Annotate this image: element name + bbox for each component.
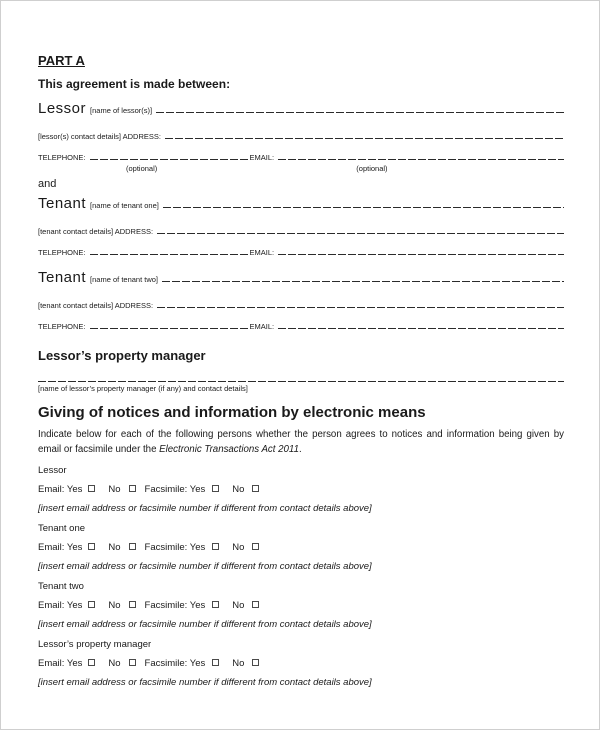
email-no-label: No <box>108 600 121 611</box>
property-manager-facsimile-no-checkbox[interactable] <box>252 659 259 666</box>
tenant-one-address-line[interactable] <box>157 230 564 234</box>
tenant-one-telephone-label: TELEPHONE: <box>38 248 86 257</box>
lessor-name-hint: [name of lessor(s)] <box>90 106 153 115</box>
tenant-two-name-row <box>38 269 564 287</box>
notices-person-lessor: Lessor <box>38 465 67 476</box>
email-yes-label: Email: Yes <box>38 658 83 669</box>
notices-intro-period: . <box>298 443 302 455</box>
tenant-one-name-line[interactable] <box>163 204 564 208</box>
facsimile-no-label: No <box>232 484 245 495</box>
facsimile-no-label: No <box>232 542 245 553</box>
tenant-two-telephone-row <box>38 322 564 333</box>
property-manager-details-line[interactable] <box>38 370 564 382</box>
tenant-two-email-label: EMAIL: <box>249 322 275 331</box>
tenant-two-label: Tenant <box>38 269 87 286</box>
lessor-optional-row <box>38 164 564 174</box>
act-name: Electronic Transactions Act 2011 <box>159 443 299 455</box>
lessor-address-line[interactable] <box>165 135 564 139</box>
tenant-one-name-hint: [name of tenant one] <box>90 201 159 210</box>
lessor-facsimile-no-checkbox[interactable] <box>252 485 259 492</box>
notices-intro-paragraph <box>38 428 564 457</box>
property-manager-notices-checkbox-row <box>38 658 564 670</box>
tenant-one-facsimile-no-checkbox[interactable] <box>252 543 259 550</box>
lessor-address-row <box>38 132 564 143</box>
tenant-two-email-line[interactable] <box>278 325 564 329</box>
tenant-two-insert-hint: [insert email address or facsimile number if different from contact details above] <box>38 619 372 630</box>
facsimile-yes-label: Facsimile: Yes <box>144 542 206 553</box>
agreement-intro-heading: This agreement is made between: <box>38 77 231 91</box>
lessor-email-label: EMAIL: <box>249 153 275 162</box>
and-connector: and <box>38 178 57 190</box>
tenant-two-notices-checkbox-row <box>38 600 564 612</box>
lessor-label: Lessor <box>38 100 87 117</box>
notices-heading: Giving of notices and information by electronic means <box>38 404 426 421</box>
tenant-two-address-row <box>38 301 564 312</box>
notices-person-tenant-two: Tenant two <box>38 581 84 592</box>
email-yes-label: Email: Yes <box>38 600 83 611</box>
tenant-one-insert-hint: [insert email address or facsimile number if different from contact details above] <box>38 561 372 572</box>
part-a-heading: PART A <box>38 53 85 68</box>
lessor-address-label: [lessor(s) contact details] ADDRESS: <box>38 132 161 141</box>
tenant-two-telephone-line[interactable] <box>90 325 250 329</box>
tenant-two-telephone-label: TELEPHONE: <box>38 322 86 331</box>
tenant-one-notices-checkbox-row <box>38 542 564 554</box>
property-manager-insert-hint: [insert email address or facsimile number if different from contact details above] <box>38 677 372 688</box>
tenant-one-telephone-line[interactable] <box>90 251 250 255</box>
tenant-one-name-row <box>38 195 564 213</box>
lessor-email-yes-checkbox[interactable] <box>88 485 95 492</box>
tenant-two-name-line[interactable] <box>162 278 564 282</box>
email-no-label: No <box>108 484 121 495</box>
lessor-facsimile-yes-checkbox[interactable] <box>212 485 219 492</box>
lessor-notices-checkbox-row <box>38 484 564 496</box>
tenant-two-name-hint: [name of tenant two] <box>90 275 159 284</box>
tenant-one-telephone-row <box>38 248 564 259</box>
tenant-one-label: Tenant <box>38 195 87 212</box>
email-yes-label: Email: Yes <box>38 542 83 553</box>
tenant-one-facsimile-yes-checkbox[interactable] <box>212 543 219 550</box>
property-manager-email-no-checkbox[interactable] <box>129 659 136 666</box>
facsimile-yes-label: Facsimile: Yes <box>144 658 206 669</box>
lessor-name-row <box>38 100 564 118</box>
email-yes-label: Email: Yes <box>38 484 83 495</box>
tenant-one-email-yes-checkbox[interactable] <box>88 543 95 550</box>
tenant-one-email-line[interactable] <box>278 251 564 255</box>
notices-person-tenant-one: Tenant one <box>38 523 86 534</box>
lessor-insert-hint: [insert email address or facsimile number if different from contact details above] <box>38 503 372 514</box>
facsimile-yes-label: Facsimile: Yes <box>144 484 206 495</box>
lessor-telephone-row <box>38 153 564 164</box>
email-optional-note: (optional) <box>356 164 388 173</box>
lessor-name-line[interactable] <box>156 109 564 113</box>
facsimile-no-label: No <box>232 658 245 669</box>
lessor-email-no-checkbox[interactable] <box>129 485 136 492</box>
tenant-one-email-label: EMAIL: <box>249 248 275 257</box>
tenant-two-address-label: [tenant contact details] ADDRESS: <box>38 301 154 310</box>
tenant-one-email-no-checkbox[interactable] <box>129 543 136 550</box>
notices-person-property-manager: Lessor’s property manager <box>38 639 152 650</box>
tenant-two-email-no-checkbox[interactable] <box>129 601 136 608</box>
facsimile-no-label: No <box>232 600 245 611</box>
property-manager-email-yes-checkbox[interactable] <box>88 659 95 666</box>
property-manager-facsimile-yes-checkbox[interactable] <box>212 659 219 666</box>
tenant-one-address-label: [tenant contact details] ADDRESS: <box>38 227 154 236</box>
lessor-email-line[interactable] <box>278 156 564 160</box>
facsimile-yes-label: Facsimile: Yes <box>144 600 206 611</box>
tenant-one-address-row <box>38 227 564 238</box>
tenant-two-facsimile-yes-checkbox[interactable] <box>212 601 219 608</box>
property-manager-details-hint: [name of lessor’s property manager (if any) and contact details] <box>38 384 248 393</box>
telephone-optional-note: (optional) <box>126 164 158 173</box>
lessor-telephone-line[interactable] <box>90 156 250 160</box>
notices-intro-text: Indicate below for each of the following persons whether the person agrees to notices and information being given by email or facsimile under the <box>38 429 564 455</box>
tenant-two-facsimile-no-checkbox[interactable] <box>252 601 259 608</box>
tenant-two-address-line[interactable] <box>157 304 564 308</box>
email-no-label: No <box>108 658 121 669</box>
tenant-two-email-yes-checkbox[interactable] <box>88 601 95 608</box>
lessor-telephone-label: TELEPHONE: <box>38 153 86 162</box>
property-manager-heading: Lessor’s property manager <box>38 348 206 363</box>
email-no-label: No <box>108 542 121 553</box>
